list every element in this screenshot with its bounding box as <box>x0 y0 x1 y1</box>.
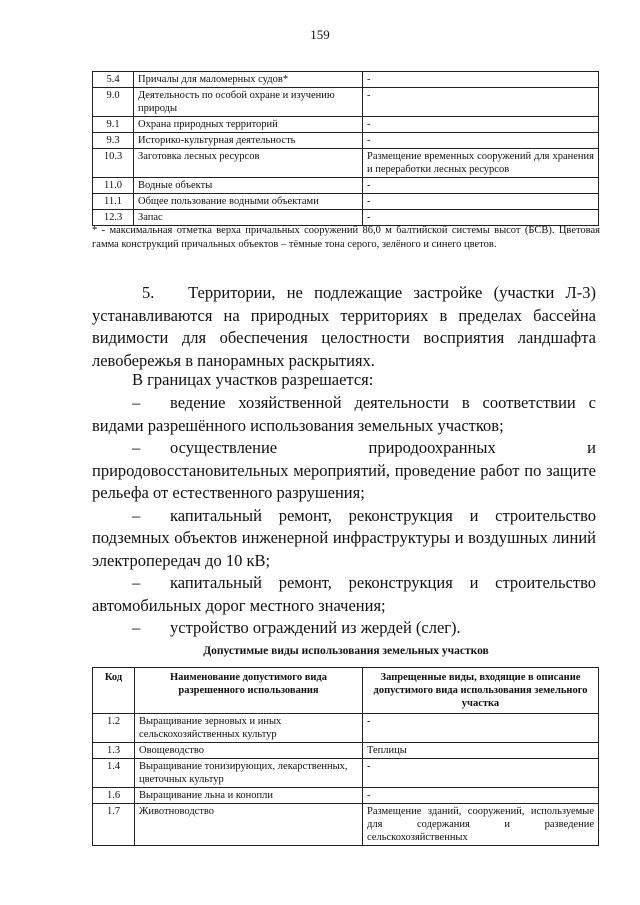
cell-code: 9.3 <box>93 133 134 149</box>
cell-name: Деятельность по особой охране и изучению природы <box>134 88 363 117</box>
bullet-dash: – <box>132 618 141 637</box>
list-item <box>92 392 596 437</box>
cell-restriction: - <box>363 117 599 133</box>
permitted-land-use-table <box>92 667 599 846</box>
cell-name: Выращивание льна и конопли <box>135 788 363 804</box>
list-item <box>92 505 596 573</box>
cell-name: Выращивание тонизирующих, лекарственных, цветочных культур <box>135 759 363 788</box>
table-row <box>93 178 599 194</box>
list-item <box>92 617 596 640</box>
cell-code: 10.3 <box>93 149 134 178</box>
table-row <box>93 743 599 759</box>
cell-code: 1.4 <box>93 759 135 788</box>
header-code: Код <box>93 668 135 714</box>
bullet-text: капитальный ремонт, реконструкция и строительство подземных объектов инженерной инфраструктуры и воздушных линий электропередач до 10 кВ; <box>92 505 596 570</box>
table-caption: Допустимые виды использования земельных участков <box>203 645 489 657</box>
table-row <box>93 117 599 133</box>
cell-name: Овощеводство <box>135 743 363 759</box>
cell-name: Животноводство <box>135 804 363 846</box>
cell-restriction: - <box>363 88 599 117</box>
cell-name: Историко-культурная деятельность <box>134 133 363 149</box>
cell-code: 1.2 <box>93 714 135 743</box>
cell-name: Водные объекты <box>134 178 363 194</box>
cell-restriction: - <box>363 788 599 804</box>
header-restriction: Запрещенные виды, входящие в описание допустимого вида использования земельного участка <box>363 668 599 714</box>
cell-code: 9.1 <box>93 117 134 133</box>
cell-code: 1.7 <box>93 804 135 846</box>
cell-restriction: - <box>363 72 599 88</box>
cell-restriction: - <box>363 759 599 788</box>
list-item <box>92 572 596 617</box>
cell-restriction: Размещение зданий, сооружений, используемые для содержания и разведение сельскохозяйственных <box>363 804 599 846</box>
bullet-dash: – <box>132 505 141 525</box>
cell-restriction: - <box>363 210 599 226</box>
cell-code: 9.0 <box>93 88 134 117</box>
bullet-text: осуществление природоохранных и природовосстановительных мероприятий, проведение работ по защите рельефа от естественного разрушения; <box>92 438 596 502</box>
paragraph-territories <box>92 282 596 372</box>
table-row <box>93 133 599 149</box>
cell-code: 11.0 <box>93 178 134 194</box>
table-row <box>93 759 599 788</box>
table-row <box>93 72 599 88</box>
table-row <box>93 88 599 117</box>
table-row <box>93 714 599 743</box>
land-use-table-top <box>92 71 599 226</box>
cell-name: Общее пользование водными объектами <box>134 194 363 210</box>
cell-name: Заготовка лесных ресурсов <box>134 149 363 178</box>
page-number: 159 <box>310 27 330 42</box>
table-row <box>93 804 599 846</box>
table-row <box>93 194 599 210</box>
bullet-dash: – <box>132 438 141 457</box>
cell-restriction: - <box>363 714 599 743</box>
header-name: Наименование допустимого вида разрешенного использования <box>135 668 363 714</box>
bullet-text: устройство ограждений из жердей (слег). <box>170 618 461 637</box>
cell-restriction: - <box>363 133 599 149</box>
paragraph-main-text: 5. Территории, не подлежащие застройке (участки Л-3) устанавливаются на природных территориях в пределах бассейна видимости для обеспечения целостности восприятия ландшафта левобережья в панорамных раскрытиях. <box>92 283 596 370</box>
bullet-dash: – <box>132 573 141 592</box>
cell-restriction: - <box>363 178 599 194</box>
bullet-text: ведение хозяйственной деятельности в соответствии с видами разрешённого использования земельных участков; <box>92 393 596 435</box>
cell-name: Запас <box>134 210 363 226</box>
list-item <box>92 437 596 505</box>
cell-code: 12.3 <box>93 210 134 226</box>
allowed-activities-list <box>92 392 596 640</box>
cell-restriction: - <box>363 194 599 210</box>
table-row <box>93 149 599 178</box>
table-header-row <box>93 668 599 714</box>
cell-restriction: Размещение временных сооружений для хранения и переработки лесных ресурсов <box>363 149 599 178</box>
cell-code: 5.4 <box>93 72 134 88</box>
bullet-text: капитальный ремонт, реконструкция и строительство автомобильных дорог местного значения; <box>92 573 596 615</box>
cell-code: 1.3 <box>93 743 135 759</box>
bullet-dash: – <box>132 393 141 412</box>
paragraph-allowed-intro: В границах участков разрешается: <box>132 370 374 389</box>
cell-name: Причалы для маломерных судов* <box>134 72 363 88</box>
cell-name: Выращивание зерновых и иных сельскохозяйственных культур <box>135 714 363 743</box>
cell-code: 11.1 <box>93 194 134 210</box>
cell-name: Охрана природных территорий <box>134 117 363 133</box>
table-row <box>93 788 599 804</box>
cell-restriction: Теплицы <box>363 743 599 759</box>
cell-code: 1.6 <box>93 788 135 804</box>
footnote: * - максимальная отметка верха причальных сооружений 86,0 м балтийской системы высот (БСВ). Цветовая гамма конструкций причальных объектов – тёмные тона серого, зелёного и синего цветов. <box>92 225 600 250</box>
